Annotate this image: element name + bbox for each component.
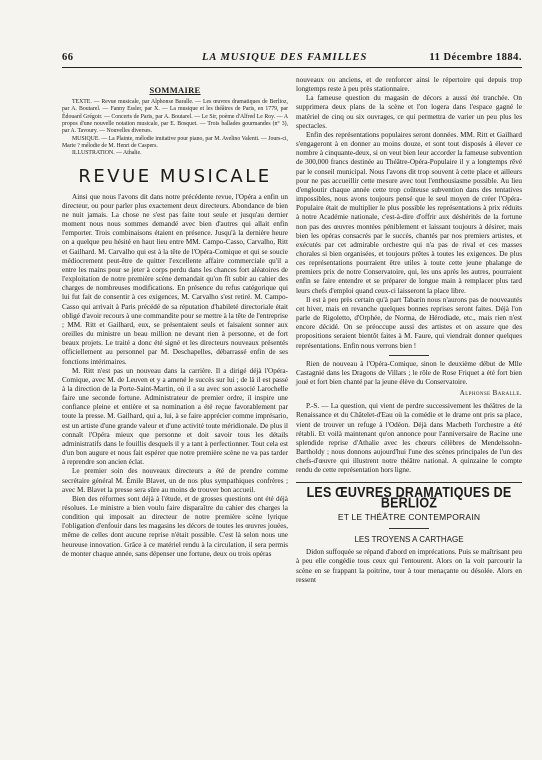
paragraph: M. Ritt n'est pas un nouveau dans la carrière. Il a dirigé déjà l'Opéra-Comique, avec M. de Leuven et y a amené le succès sur lui ; de là il est passé à la direction de la Porte-Saint-Martin, où il a su avec son associé Larochelle faire une seconde fortune. Administrateur de premier ordre, il inspire une confiance pleine et entière et sa nomination a été reçue favorablement par toute la presse. M. Gailhard, qui a, lui, à se faire apprécier comme imprésario, est un artiste d'une grande valeur et d'une activité toute méridionale. De plus il connaît l'Opéra mieux que personne et doit savoir tous les détails administratifs dans le fouillis desquels il y a tant à perfectionner. Tout cela est d'un bon augure et nous fait espérer que notre première scène ne va pas tarder à reprendre son ancien éclat. <box>62 366 288 467</box>
paragraph: Le premier soin des nouveaux directeurs a été de prendre comme secrétaire général M. Émile Blavet, un de nos plus sympathiques confrères ; avec M. Blavet la presse sera sûre au moins de trouver bon accueil. <box>62 467 288 494</box>
paragraph: La fameuse question du magasin de décors a aussi été tranchée. On supprimera deux plans de la scène et l'on logera dans l'espace gagné le matériel de cinq ou six ouvrages, ce qui permettra de varier un peu plus les spectacles. <box>296 94 522 130</box>
section-divider <box>296 482 522 483</box>
sommaire-texte: TEXTE. — Revue musicale, par Alphonse Baralle. — Les œuvres dramatiques de Berlioz, par A. Boutarel. — Fanny Essler, par X. — La musique et les théâtres de Paris, en 1779, par Édouard Grégoir. — Concerts de Paris, par A. Boutarel. — Le Sir, poème d'Alfred Le Roy. — A propos d'une nouvelle notation musicale, par E. Bosquet. — Trois ballades gourmandes (n° 3), par A. Tavoury. — Nouvelles diverses. <box>62 99 288 135</box>
author-signature: Alphonse Baralle. <box>459 389 522 398</box>
page-header <box>62 52 522 66</box>
section-subtitle: ET LE THÉÂTRE CONTEMPORAIN <box>337 511 481 522</box>
sommaire-musique: MUSIQUE. — La Plainte, mélodie imitative pour piano, par M. Avelino Valenti. — Jours-ci, Marie ? mélodie de M. Henri de Caspers. <box>62 135 288 149</box>
header-rule <box>62 67 522 68</box>
right-column <box>296 76 522 752</box>
sommaire-illustration: ILLUSTRATION. — Athalie. <box>72 150 142 157</box>
paragraph: Rien de nouveau à l'Opéra-Comique, sinon le deuxième début de Mlle Castagnié dans les Dragons de Villars ; le rôle de Rose Friquet a été fort bien joué et fort bien chanté par la jeune élève du Conservatoire. <box>296 359 522 386</box>
short-divider <box>389 355 429 356</box>
section-title: LES ŒUVRES DRAMATIQUES DE BERLIOZ <box>306 483 512 511</box>
paragraph: Il est à peu près certain qu'à part Tabarin nous n'aurons pas de nouveautés cet hiver, mais en revanche quelques bonnes reprises seront faites. Déjà l'on parle de Rigoletto, d'Orphée, de Norma, de Hérodiade, etc., mais rien n'est encore décidé. On se préoccupe aussi des artistes et on assure que des propositions seraient bientôt faites à M. Faure, qui viendrait donner quelques représentations. Enfin nous verrons bien ! <box>296 295 522 350</box>
paragraph: Bien des réformes sont déjà à l'étude, et de grosses questions ont été déjà résolues. Le ministre a bien voulu faire disparaître du cahier des charges la condition qui imposait au directeur de notre première scène lyrique l'obligation d'enfouir dans les magasins les décors de toutes les œuvres jouées, même de celles dont aucune reprise n'était possible. C'est là selon nous une heureuse innovation. Grâce à ce matériel rendu à la circulation, il sera permis de monter chaque année, sans dépenser une fortune, deux ou trois opéras <box>62 494 288 558</box>
sommaire-title: SOMMAIRE <box>149 85 201 95</box>
paragraph: Ainsi que nous l'avons dit dans notre précédente revue, l'Opéra a enfin un directeur, ou pour parler plus exactement deux directeurs. Abondance de bien ne nuit jamais. La chose ne s'est pas faite tout seule et jusqu'au dernier moment nous nous sommes demandé avec bien d'autres qui allait enfin l'emporter. Trois combinaisons étaient en présence. Jusqu'à la dernière heure on a quelque peu hésité en haut lieu entre MM. Campo-Casso, Carvalho, Ritt et Gailhard. M. Carvalho qui est à la tête de l'Opéra-Comique et qui se soucie médiocrement peut-être de quitter l'excellente affaire commerciale qu'il a entre les mains pour se jeter à corps perdu dans les chances fort aléatoires de l'exploitation de notre première scène demandait qu'on fît subir au cahier des charges de nombreuses modifications. En présence du refus catégorique qui lui fut fait de consentir à ces exigences, M. Carvalho s'est retiré. M. Campo-Casso qui arrivait à Paris précédé de sa réputation d'habileté directoriale était obligé d'avoir recours à une commandite pour se mettre à la tête de l'entreprise ; MM. Ritt et Gailhard, eux, se présentaient seuls et faisaient sonner aux oreilles du ministre un beau million ne devant rien à personne, et de fort beaux projets. Le traité a donc été signé et les directeurs nouveaux présentés officiellement au personnel par M. Deschapelles, débarrassé enfin de ses fonctions intérimaires. <box>62 192 288 366</box>
paragraph: Didon suffoquée se répand d'abord en imprécations. Puis se maîtrisant peu à peu elle congédie tous ceux qui l'entourent. Alors on la voit parcourir la scène en se frappant la poitrine, tour à tour menaçante ou désolée. Alors en ressent <box>296 548 522 584</box>
page-number: 66 <box>62 52 74 63</box>
short-divider <box>389 528 429 529</box>
paragraph: nouveaux ou anciens, et de renforcer ainsi le répertoire qui depuis trop longtemps reste à peu près stationnaire. <box>296 76 522 94</box>
journal-title: LA MUSIQUE DES FAMILLES <box>202 52 368 63</box>
chapter-title: LES TROYENS A CARTHAGE <box>354 535 464 545</box>
article-title: REVUE MUSICALE <box>78 165 272 187</box>
postscript: P.-S. — La question, qui vient de perdre successivement les théâtres de la Renaissance et du Châtelet-d'Eau où la comédie et le drame ont pris sa place, vient de trouver un refuge à l'Odéon. Déjà dans Macbeth l'orchestre a été rétabli. Et voilà maintenant qu'on annonce pour l'anniversaire de Racine une splendide reprise d'Athalie avec les chœurs célèbres de Mendelssohn-Bartholdy ; nous donnons aujourd'hui l'une des scènes principales de l'un des chefs-d'œuvre qui illustrent notre théâtre national. A quinzaine le compte rendu de cette représentation hors ligne. <box>296 402 522 475</box>
paragraph: Enfin des représentations populaires seront données. MM. Ritt et Gailhard s'engageront à en donner au moins douze, et sont tout disposés à élever ce nombre à cinquante-deux, si on veut bien leur accorder la fameuse subvention de 300,000 francs destinée au Théâtre-Opéra-Populaire il y a longtemps rêvé par le conseil municipal. Nous l'avons dit trop souvent à cette place et ailleurs pour ne pas accueillir cette mesure avec tout l'enthousiasme possible. Au lieu d'engloutir chaque année cette trop coûteuse subvention dans des tentatives impossibles, nous avons toujours pensé que le seul moyen de créer l'Opéra-Populaire était de multiplier le plus possible les représentations à prix réduits à notre Académie nationale, c'est-à-dire d'offrir aux déshérités de la fortune non pas des œuvres montées péniblement et laissant toujours à désirer, mais bien les opéras consacrés par le succès, chantés par nos premiers artistes, et exécutés par cet admirable orchestre qui n'a pas de rival et ces masses chorales si bien organisées, et toujours prêtes à toutes les exigences. De plus ces représentations pourraient être utiles à toute cette jeune phalange de premiers prix de notre Conservatoire, qui, les uns après les autres, pourraient enfin se faire entendre et se préparer de longue main à remplacer plus tard leurs chefs d'emploi quand ceux-ci laisseront la place libre. <box>296 130 522 295</box>
issue-date: 11 Décembre 1884. <box>429 52 522 63</box>
left-column <box>62 76 288 752</box>
